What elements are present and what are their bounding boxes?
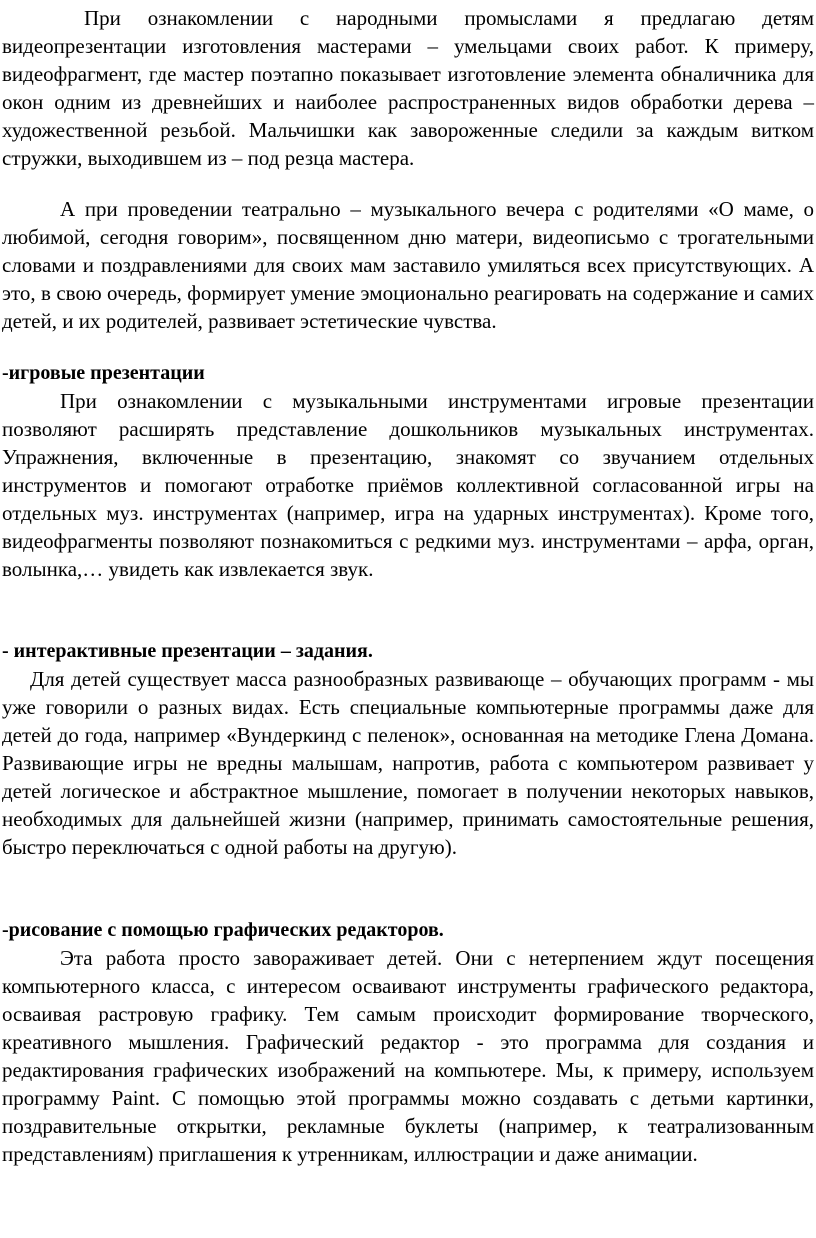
paragraph-spacer [2, 172, 814, 195]
paragraph-folk-crafts: При ознакомлении с народными промыслами я предлагаю детям видеопрезентации изготовления мастерами – умельцами своих работ. К примеру, видеофрагмент, где мастер поэтапно показывает изготовление элемента обналичника для окон одним из древнейших и наиболее распространенных видов обработки дерева – художественной резьбой. Мальчишки как завороженные следили за каждым витком стружки, выходившем из – под резца мастера. [2, 6, 814, 170]
heading-game-presentations: -игровые презентации [2, 362, 205, 384]
heading-graphic-editors: -рисование с помощью графических редакторов. [2, 919, 444, 941]
paragraph-educational-programs: Для детей существует масса разнообразных развивающе – обучающих программ - мы уже говорили о разных видах. Есть специальные компьютерные программы даже для детей до года, например «Вундеркинд с пеленок», основанная на методике Глена Домана. Развивающие игры не вредны малышам, напротив, работа с компьютером развивает у детей логическое и абстрактное мышление, помогает в получении некоторых навыков, необходимых для дальнейшей жизни (например, принимать самостоятельные решения, быстро переключаться с одной работы на другую). [2, 667, 814, 859]
paragraph-spacer [2, 861, 814, 916]
paragraph-mothers-day-evening: А при проведении театрально – музыкального вечера с родителями «О маме, о любимой, сегодня говорим», посвященном дню матери, видеописьмо с трогательными словами и поздравлениями для своих мам заставило умиляться всех присутствующих. А это, в свою очередь, формирует умение эмоционально реагировать на содержание и самих детей, и их родителей, развивает эстетические чувства. [2, 197, 814, 333]
paragraph-spacer [2, 583, 814, 637]
paragraph-musical-instruments: При ознакомлении с музыкальными инструментами игровые презентации позволяют расширять представление дошкольников музыкальных инструментах. Упражнения, включенные в презентацию, знакомят со звучанием отдельных инструментов и помогают отработке приёмов коллективной согласованной игры на отдельных муз. инструментах (например, игра на ударных инструментах). Кроме того, видеофрагменты позволяют познакомиться с редкими муз. инструментами – арфа, орган, волынка,… увидеть как извлекается звук. [2, 389, 814, 581]
heading-interactive-presentations: - интерактивные презентации – задания. [2, 640, 373, 662]
paragraph-spacer [2, 335, 814, 359]
paragraph-paint-drawing: Эта работа просто завораживает детей. Они с нетерпением ждут посещения компьютерного класса, с интересом осваивают инструменты графического редактора, осваивая растровую графику. Тем самым происходит формирование творческого, креативного мышления. Графический редактор - это программа для создания и редактирования графических изображений на компьютере. Мы, к примеру, используем программу Paint. С помощью этой программы можно создавать с детьми картинки, поздравительные открытки, рекламные буклеты (например, к театрализованным представлениям) приглашения к утренникам, иллюстрации и даже анимации. [2, 946, 814, 1166]
